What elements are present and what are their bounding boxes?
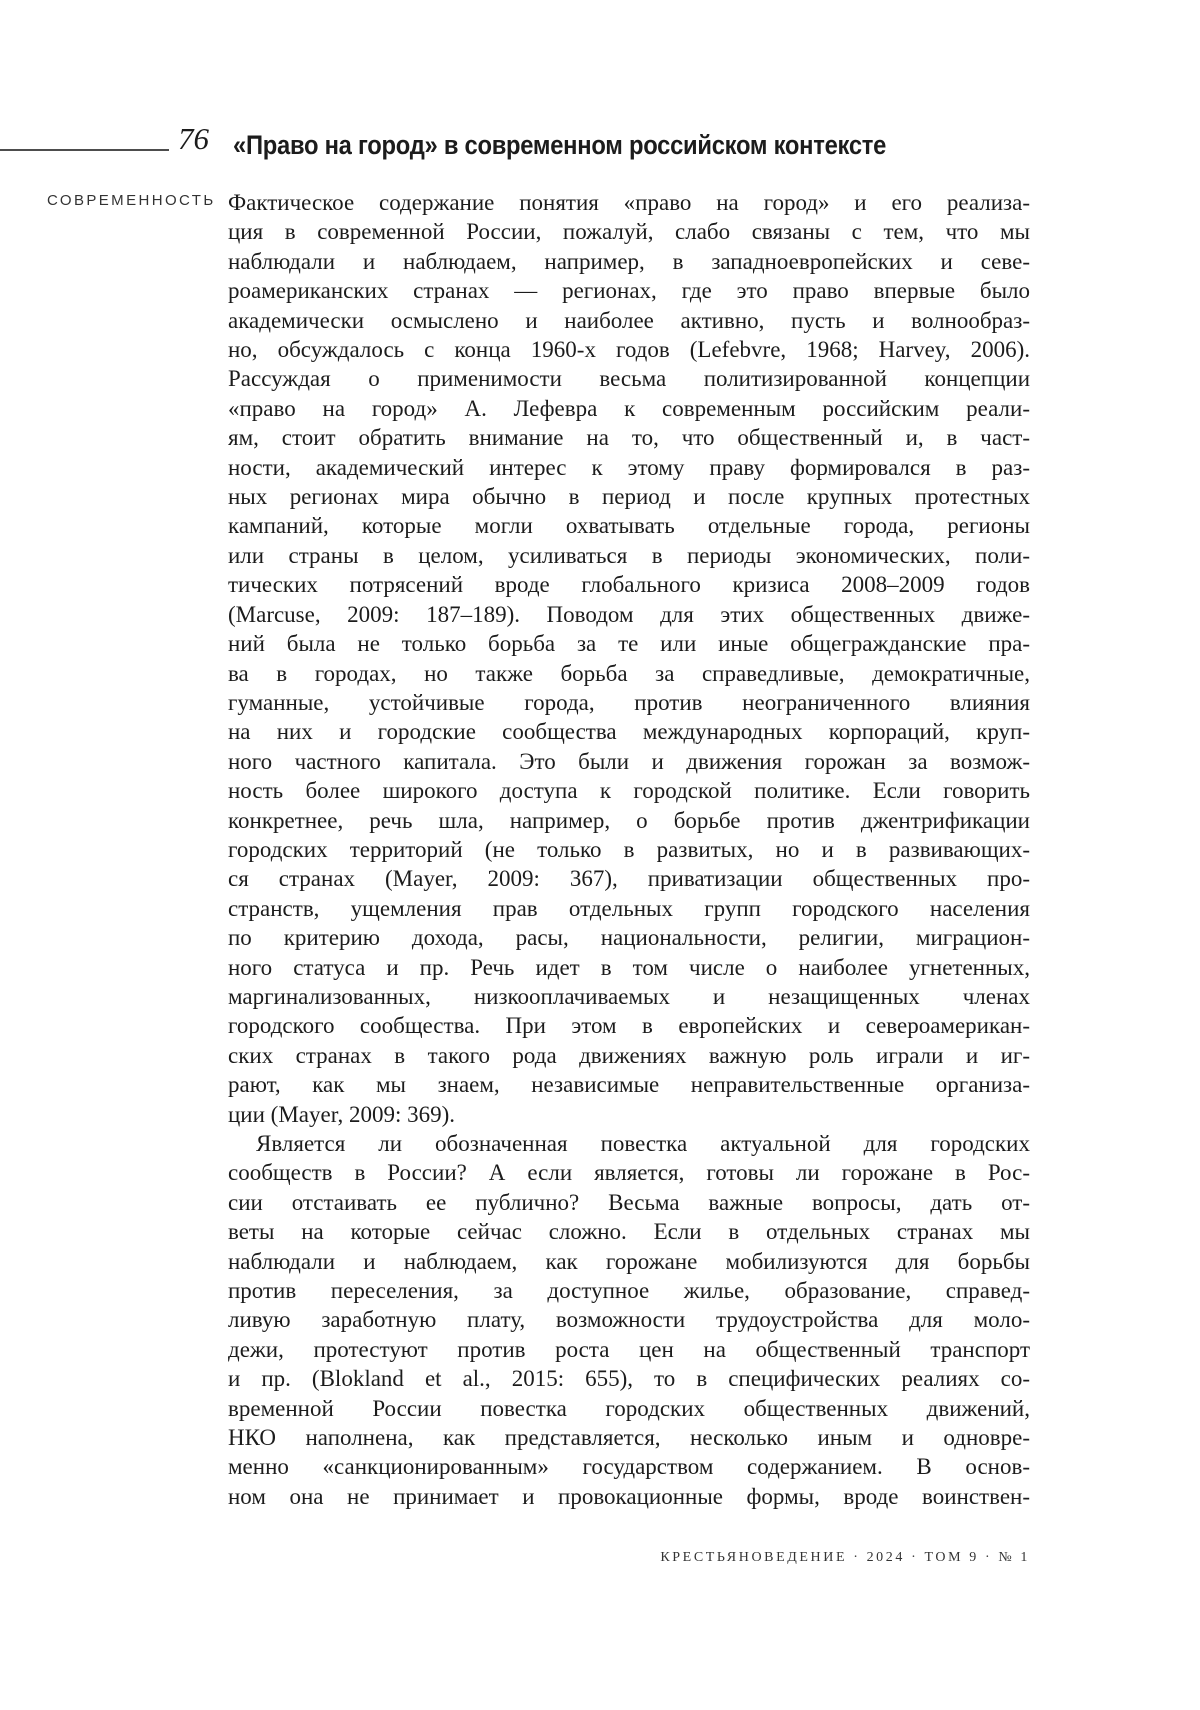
body-line: сии отстаивать ее публично? Весьма важные вопросы, дать от- bbox=[228, 1189, 1030, 1215]
body-line: ном она не принимает и провокационные формы, вроде воинствен- bbox=[228, 1483, 1030, 1509]
body-line: тических потрясений вроде глобального кризиса 2008–2009 годов bbox=[228, 572, 1030, 598]
body-line: роамериканских странах — регионах, где это право впервые было bbox=[228, 278, 1030, 304]
body-line: ских странах в такого рода движениях важную роль играли и иг- bbox=[228, 1042, 1030, 1068]
body-line: ность более широкого доступа к городской политике. Если говорить bbox=[228, 778, 1030, 804]
body-line: ся странах (Mayer, 2009: 367), приватизации общественных про- bbox=[228, 866, 1030, 892]
body-line: НКО наполнена, как представляется, несколько иным и одновре- bbox=[228, 1425, 1030, 1451]
header-rule bbox=[0, 149, 169, 151]
body-line: и пр. (Blokland et al., 2015: 655), то в специфических реалиях со- bbox=[228, 1366, 1030, 1392]
body-line: рают, как мы знаем, независимые неправительственные организа- bbox=[228, 1072, 1030, 1098]
body-line: (Marcuse, 2009: 187–189). Поводом для этих общественных движе- bbox=[228, 601, 1030, 627]
page-number: 76 bbox=[178, 121, 209, 156]
body-line: но, обсуждалось с конца 1960-х годов (Lefebvre, 1968; Harvey, 2006). bbox=[228, 337, 1030, 363]
body-line: ности, академический интерес к этому праву формировался в раз- bbox=[228, 454, 1030, 480]
body-line: академически осмыслено и наиболее активно, пусть и волнообраз- bbox=[228, 307, 1030, 333]
body-line: веты на которые сейчас сложно. Если в отдельных странах мы bbox=[228, 1219, 1030, 1245]
body-line: ний была не только борьба за те или иные общегражданские пра- bbox=[228, 631, 1030, 657]
body-line: конкретнее, речь шла, например, о борьбе против джентрификации bbox=[228, 807, 1030, 833]
body-line: наблюдали и наблюдаем, например, в западноевропейских и севе- bbox=[228, 248, 1030, 274]
body-line: или страны в целом, усиливаться в периоды экономических, поли- bbox=[228, 542, 1030, 568]
body-line: гуманные, устойчивые города, против неограниченного влияния bbox=[228, 689, 1030, 715]
body-line: временной России повестка городских общественных движений, bbox=[228, 1395, 1030, 1421]
body-line: на них и городские сообщества международных корпораций, круп- bbox=[228, 719, 1030, 745]
article-title: «Право на город» в современном российском контексте bbox=[233, 130, 887, 160]
body-line: ям, стоит обратить внимание на то, что общественный и, в част- bbox=[228, 425, 1030, 451]
body-line: против переселения, за доступное жилье, образование, справед- bbox=[228, 1278, 1030, 1304]
body-line: менно «санкционированным» государством содержанием. В основ- bbox=[228, 1454, 1030, 1480]
body-line: ного частного капитала. Это были и движения горожан за возмож- bbox=[228, 748, 1030, 774]
body-line: «право на город» А. Лефевра к современным российским реали- bbox=[228, 395, 1030, 421]
body-line: наблюдали и наблюдаем, как горожане мобилизуются для борьбы bbox=[228, 1248, 1030, 1274]
body-line: городского сообщества. При этом в европейских и североамерикан- bbox=[228, 1013, 1030, 1039]
journal-footer: КРЕСТЬЯНОВЕДЕНИЕ · 2024 · ТОМ 9 · № 1 bbox=[660, 1550, 1030, 1565]
margin-label-rubric: СОВРЕМЕННОСТЬ bbox=[47, 192, 216, 209]
body-line: Фактическое содержание понятия «право на город» и его реализа- bbox=[228, 190, 1030, 215]
body-line: Рассуждая о применимости весьма политизированной концепции bbox=[228, 366, 1030, 392]
body-line: ных регионах мира обычно в период и после крупных протестных bbox=[228, 484, 1030, 510]
article-body bbox=[228, 188, 1030, 1511]
body-line: странств, ущемления прав отдельных групп городского населения bbox=[228, 895, 1030, 921]
body-line: Является ли обозначенная повестка актуальной для городских bbox=[256, 1131, 1030, 1156]
body-line: сообществ в России? А если является, готовы ли горожане в Рос- bbox=[228, 1160, 1030, 1186]
body-line: кампаний, которые могли охватывать отдельные города, регионы bbox=[228, 513, 1030, 539]
body-line: дежи, протестуют против роста цен на общественный транспорт bbox=[228, 1336, 1030, 1362]
body-line: ции (Mayer, 2009: 369). bbox=[228, 1101, 455, 1127]
body-line: ва в городах, но также борьба за справедливые, демократичные, bbox=[228, 660, 1030, 686]
body-line: по критерию дохода, расы, национальности, религии, миграцион- bbox=[228, 925, 1030, 951]
body-line: ного статуса и пр. Речь идет в том числе о наиболее угнетенных, bbox=[228, 954, 1030, 980]
body-line: ция в современной России, пожалуй, слабо связаны с тем, что мы bbox=[228, 219, 1030, 245]
body-line: городских территорий (не только в развитых, но и в развивающих- bbox=[228, 836, 1030, 862]
body-line: ливую заработную плату, возможности трудоустройства для моло- bbox=[228, 1307, 1030, 1333]
body-line: маргинализованных, низкооплачиваемых и незащищенных членах bbox=[228, 983, 1030, 1009]
